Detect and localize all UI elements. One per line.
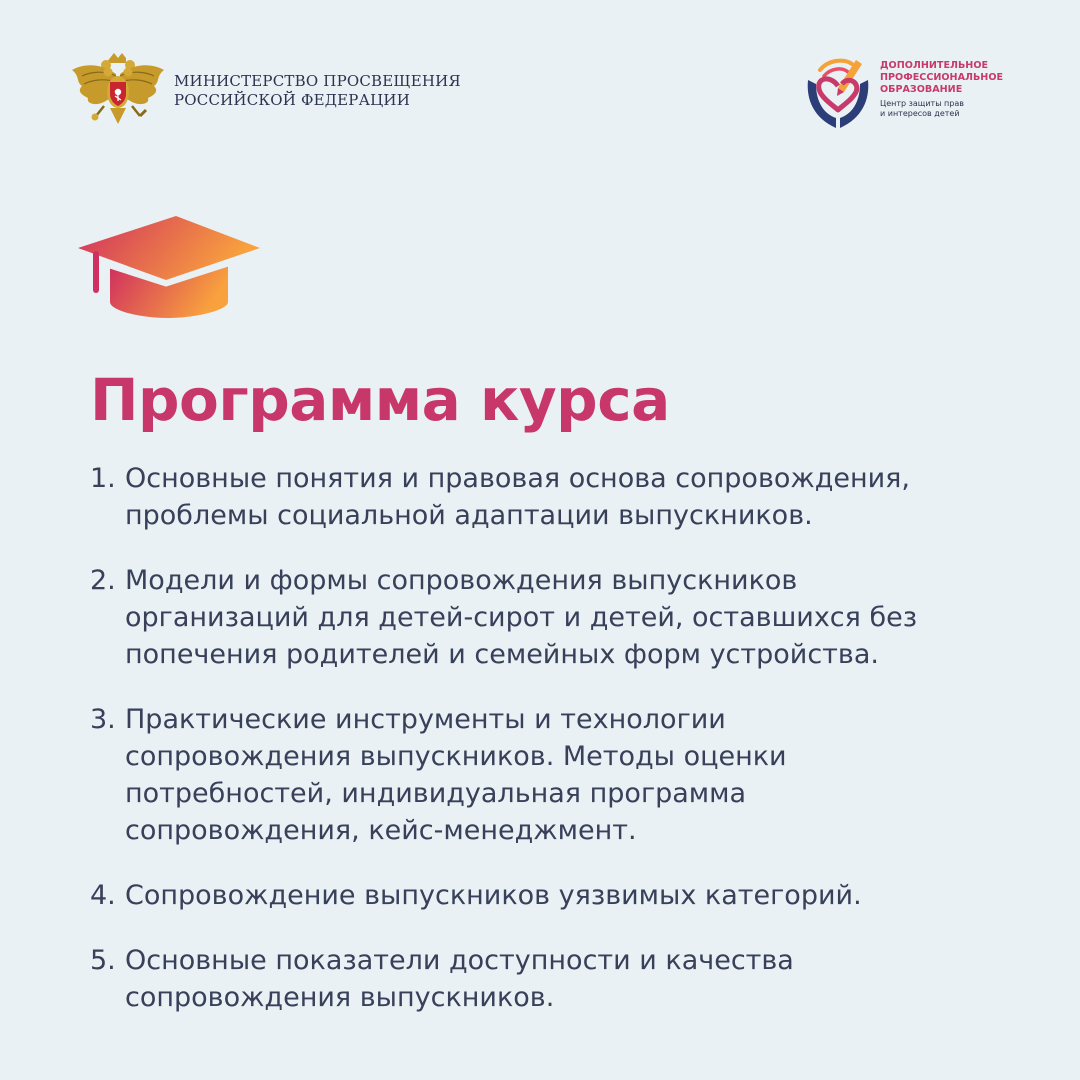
list-item <box>90 701 1050 849</box>
dpo-text <box>880 56 1003 119</box>
item-number: 3. <box>90 704 116 735</box>
list-item <box>90 562 1050 673</box>
item-text: Сопровождение выпускников уязвимых категорий. <box>125 880 862 911</box>
dpo-title: ДОПОЛНИТЕЛЬНОЕ ПРОФЕССИОНАЛЬНОЕ ОБРАЗОВАНИЕ <box>880 60 1004 95</box>
item-number: 4. <box>90 880 116 911</box>
program-list <box>90 460 1050 1044</box>
item-text: Основные показатели доступности и качества сопровождения выпускников. <box>125 945 794 1013</box>
page-title: Программа курса <box>90 366 670 434</box>
item-text: Практические инструменты и технологии сопровождения выпускников. Методы оценки потребностей, индивидуальная программа сопровождения, кейс-менеджмент. <box>125 704 787 846</box>
item-number: 5. <box>90 945 116 976</box>
item-number: 1. <box>90 463 116 494</box>
ministry-header <box>70 52 461 130</box>
list-item <box>90 460 1050 534</box>
graduation-cap-icon <box>76 214 262 320</box>
item-text: Модели и формы сопровождения выпускников организаций для детей-сирот и детей, оставшихся без попечения родителей и семейных форм устройства. <box>125 565 918 670</box>
dpo-subtitle: Центр защиты прав и интересов детей <box>880 99 964 118</box>
list-item <box>90 877 1050 914</box>
ministry-name: МИНИСТЕРСТВО ПРОСВЕЩЕНИЯ РОССИЙСКОЙ ФЕДЕРАЦИИ <box>174 72 461 109</box>
list-item <box>90 942 1050 1016</box>
item-text: Основные понятия и правовая основа сопровождения, проблемы социальной адаптации выпускников. <box>125 463 911 531</box>
item-number: 2. <box>90 565 116 596</box>
hands-heart-logo-icon <box>804 56 872 130</box>
coat-of-arms-eagle-icon <box>70 52 166 130</box>
dpo-header <box>804 56 1003 130</box>
